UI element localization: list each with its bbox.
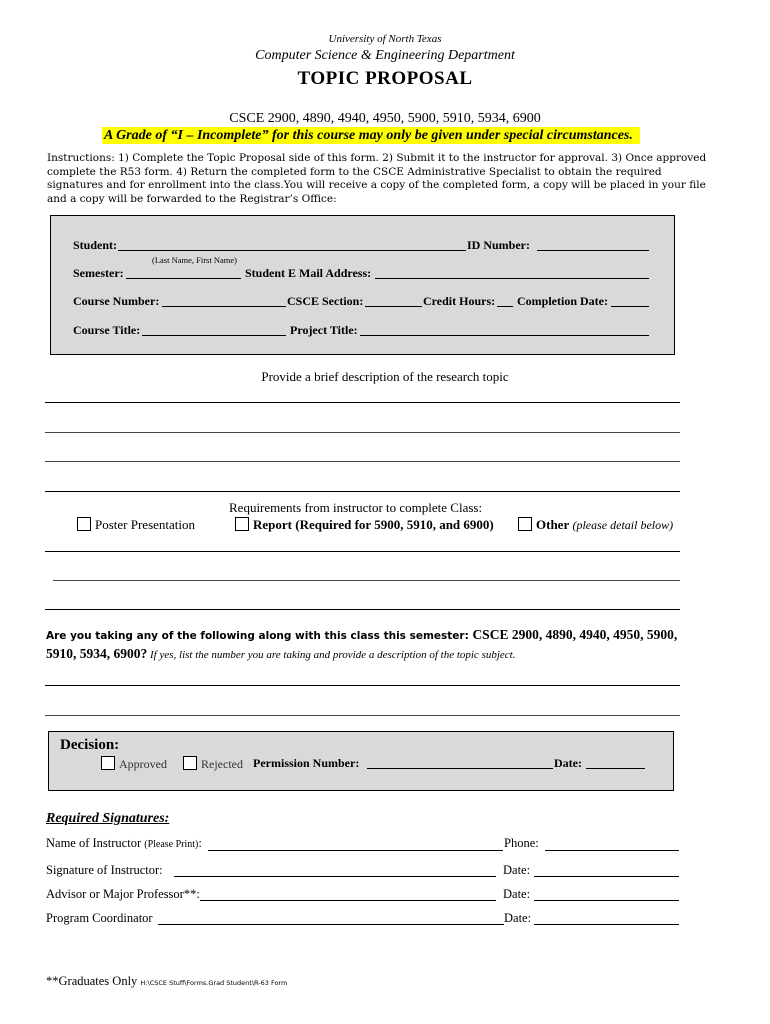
rejected-option[interactable] [183,756,243,772]
report-label: Report (Required for 5900, 5910, and 6900) [253,517,494,532]
advisor-signature-field[interactable] [200,900,496,901]
concurrent-line-1[interactable] [45,685,680,686]
grade-note: A Grade of “I – Incomplete” for this course may only be given under special circumstances. [102,127,640,144]
rejected-label: Rejected [201,757,243,771]
instructor-signature-label: Signature of Instructor: [46,863,163,877]
csce-section-label: CSCE Section: [287,294,364,308]
course-list: CSCE 2900, 4890, 4940, 4950, 5900, 5910, 5934, 6900 [229,111,541,126]
decision-heading: Decision: [60,737,120,753]
id-number-label: ID Number: [467,238,530,252]
university-name: University of North Texas [328,33,442,45]
poster-label: Poster Presentation [95,517,196,532]
other-option[interactable] [518,517,673,533]
graduates-note: **Graduates Only [46,974,138,988]
instructor-name-text: Name of Instructor [46,836,142,850]
requirements-line-1[interactable] [45,551,680,552]
permission-number-field[interactable] [367,768,553,769]
project-title-label: Project Title: [290,323,358,337]
concurrent-hint: If yes, list the number you are taking and provide a description of the topic subject. [147,649,516,661]
name-hint: (Last Name, First Name) [152,255,237,265]
project-title-field[interactable] [360,335,649,336]
concurrent-courses: CSCE 2900, 4890, 4940, 4950, 5900, [472,627,678,642]
decision-date-label: Date: [554,756,582,770]
footer [46,974,287,989]
poster-checkbox[interactable] [77,517,91,531]
form-title: TOPIC PROPOSAL [297,68,473,89]
other-hint: (please detail below) [572,518,674,532]
department-name: Computer Science & Engineering Department [255,48,515,63]
email-label: Student E Mail Address: [245,266,372,280]
decision-date-field[interactable] [586,768,645,769]
rejected-checkbox[interactable] [183,756,197,770]
description-prompt: Provide a brief description of the research topic [261,369,509,384]
concurrent-question-text: Are you taking any of the following along with this class this semester: [46,630,473,642]
report-option[interactable] [235,517,494,533]
please-print-hint: (Please Print) [144,839,199,850]
instructions: Instructions: 1) Complete the Topic Proposal side of this form. 2) Submit it to the instructor for approval. 3) Once approved complete the R53 form. 4) Return the completed form to the CSCE Administrative Specialist to obtain the required signatures and for enrollment into the class.You will receive a copy of the completed form, a copy will be placed in your file and a copy will be forwarded to the Registrar’s Office: [47,152,707,205]
course-number-field[interactable] [162,306,286,307]
coordinator-date-label: Date: [504,911,532,925]
requirements-line-3[interactable] [45,609,680,610]
file-path: H:\CSCE Stuff\Forms.Grad Student\R-63 Form [140,979,288,987]
poster-option[interactable] [77,517,195,533]
approved-option[interactable] [101,756,167,772]
csce-section-field[interactable] [365,306,422,307]
concurrent-courses-2: 5910, 5934, 6900? [46,646,148,661]
description-line-3[interactable] [45,461,680,462]
semester-label: Semester: [73,266,124,280]
phone-label: Phone: [504,836,539,850]
id-number-field[interactable] [537,250,649,251]
permission-number-label: Permission Number: [253,756,360,770]
coordinator-label: Program Coordinator [46,911,153,925]
description-line-1[interactable] [45,402,680,403]
coordinator-date-field[interactable] [534,924,679,925]
instructor-name-field[interactable] [208,850,503,851]
student-label: Student: [73,238,118,252]
requirements-heading: Requirements from instructor to complete Class: [229,500,483,515]
phone-field[interactable] [545,850,679,851]
email-field[interactable] [375,278,649,279]
concurrent-line-2[interactable] [45,715,680,716]
course-number-label: Course Number: [73,294,160,308]
instructor-date-field[interactable] [534,876,679,877]
advisor-label: Advisor or Major Professor**: [46,887,200,901]
approved-label: Approved [119,757,167,771]
coordinator-signature-field[interactable] [158,924,504,925]
student-info-box [50,215,675,355]
course-title-label: Course Title: [73,323,141,337]
signatures-heading: Required Signatures: [46,811,170,826]
student-name-field[interactable] [118,250,466,251]
description-line-4[interactable] [45,491,680,492]
completion-date-field[interactable] [611,306,649,307]
credit-hours-field[interactable] [497,306,513,307]
advisor-date-label: Date: [503,887,531,901]
approved-checkbox[interactable] [101,756,115,770]
other-label: Other [536,517,570,532]
credit-hours-label: Credit Hours: [423,294,496,308]
other-checkbox[interactable] [518,517,532,531]
instructor-date-label: Date: [503,863,531,877]
course-title-field[interactable] [142,335,286,336]
description-line-2[interactable] [45,432,680,433]
instructor-name-label: Name of Instructor (Please Print): [46,836,202,850]
advisor-date-field[interactable] [534,900,679,901]
semester-field[interactable] [126,278,241,279]
requirements-line-2[interactable] [53,580,680,581]
concurrent-question [46,626,686,664]
instructor-signature-field[interactable] [174,876,496,877]
completion-date-label: Completion Date: [517,294,608,308]
report-checkbox[interactable] [235,517,249,531]
